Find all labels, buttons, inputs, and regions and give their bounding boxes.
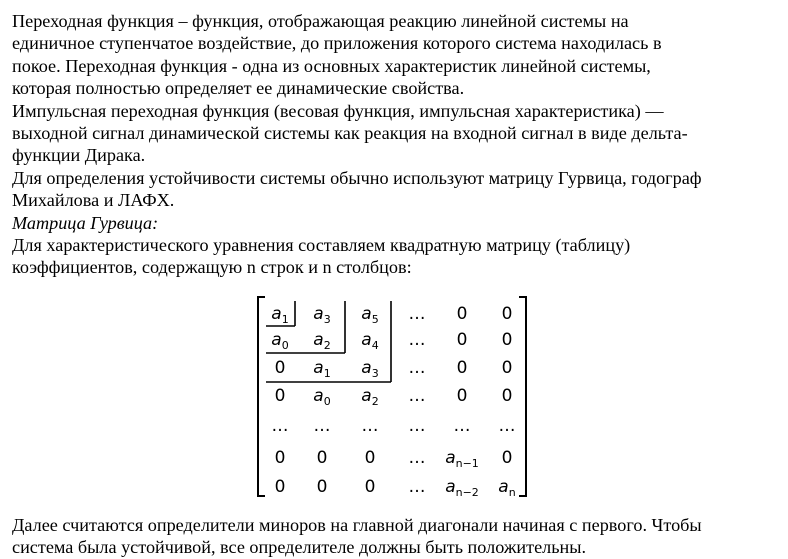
matrix-cell: $a_2$ — [361, 386, 379, 408]
matrix-cell: … — [361, 416, 379, 436]
matrix-cell: … — [408, 448, 426, 468]
conclusion-line: Далее считаются определители миноров на главной диагонали начиная с первого. Чтобы — [12, 515, 702, 535]
matrix-cell: $a_3$ — [313, 304, 331, 326]
paragraph-line: Переходная функция – функция, отображающая реакцию линейной системы на — [12, 11, 629, 31]
matrix-cell: … — [271, 416, 289, 436]
matrix-cell: 0 — [364, 477, 376, 497]
matrix-cell: 0 — [274, 477, 286, 497]
matrix-right-bracket — [519, 297, 526, 496]
matrix-cell: $a_1$ — [313, 358, 331, 380]
section-heading-hurwitz: Матрица Гурвица: — [12, 212, 159, 233]
matrix-cell: $a_0$ — [313, 386, 331, 408]
paragraph-line: выходной сигнал динамической системы как реакция на входной сигнал в виде дельта- — [12, 123, 688, 144]
matrix-cell: … — [313, 416, 331, 436]
matrix-cell: 0 — [274, 448, 286, 468]
paragraph-line: функции Дирака. — [12, 145, 146, 166]
matrix-cell: $a_0$ — [271, 330, 289, 352]
matrix-cell: … — [498, 416, 516, 436]
conclusion — [12, 514, 782, 559]
matrix-cell: $a_4$ — [361, 330, 379, 352]
matrix-cell: 0 — [456, 304, 468, 324]
matrix-cell: $a_n$ — [498, 477, 516, 499]
matrix-cell: 0 — [456, 386, 468, 406]
matrix-cell: … — [453, 416, 471, 436]
conclusion-line: система была устойчивой, все определителе должны быть положительны. — [12, 537, 587, 558]
matrix-left-bracket — [258, 297, 265, 496]
matrix-cell: $a_1$ — [271, 304, 289, 326]
intro-line: Для характеристического уравнения составляем квадратную матрицу (таблицу) — [12, 235, 631, 256]
matrix-cell: 0 — [501, 386, 513, 406]
intro-line: коэффициентов, содержащую n строк и n столбцов: — [12, 257, 412, 278]
matrix-cell: 0 — [364, 448, 376, 468]
matrix-cell: 0 — [316, 477, 328, 497]
matrix-cell: $a_{n-2}$ — [445, 477, 479, 499]
matrix-cell: 0 — [501, 304, 513, 324]
hurwitz-matrix-figure — [253, 293, 531, 500]
matrix-cell: 0 — [274, 358, 286, 378]
matrix-cell: 0 — [456, 358, 468, 378]
matrix-cell: $a_2$ — [313, 330, 331, 352]
matrix-cell: 0 — [501, 358, 513, 378]
matrix-cell: $a_3$ — [361, 358, 379, 380]
matrix-cell: 0 — [274, 386, 286, 406]
matrix-cell: … — [408, 304, 426, 324]
paragraph-line: покое. Переходная функция - одна из основных характеристик линейной системы, — [12, 55, 651, 76]
matrix-cell: … — [408, 416, 426, 436]
matrix-cell: … — [408, 386, 426, 406]
paragraph-line: которая полностью определяет ее динамические свойства. — [12, 78, 465, 99]
matrix-cell: … — [408, 330, 426, 350]
matrix-cell: $a_{n-1}$ — [445, 448, 479, 470]
matrix-cell: 0 — [501, 448, 513, 468]
paragraph-line: Михайлова и ЛАФХ. — [12, 190, 175, 211]
matrix-cell: … — [408, 477, 426, 497]
paragraph-line: Импульсная переходная функция (весовая функция, импульсная характеристика) — — [12, 100, 664, 121]
matrix-cell: 0 — [501, 330, 513, 350]
paragraph-line: единичное ступенчатое воздействие, до приложения которого система находилась в — [12, 33, 662, 54]
matrix-cell: 0 — [316, 448, 328, 468]
hurwitz-matrix — [253, 293, 531, 500]
matrix-cell: $a_5$ — [361, 304, 379, 326]
matrix-cell: 0 — [456, 330, 468, 350]
matrix-cell: … — [408, 358, 426, 378]
paragraph-line: Для определения устойчивости системы обычно используют матрицу Гурвица, годограф — [12, 167, 702, 188]
document-body — [12, 10, 782, 279]
